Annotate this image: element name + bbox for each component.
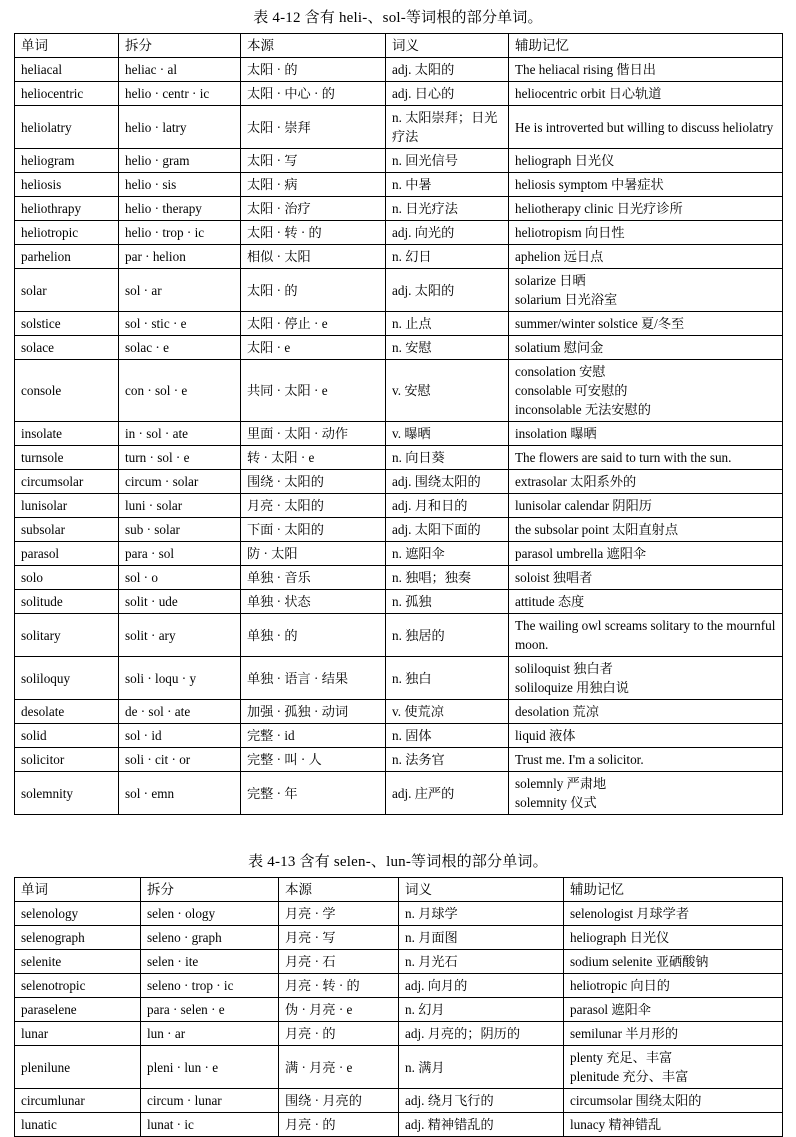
cell-meaning: adj. 太阳的 — [386, 269, 509, 312]
column-header-mnemonic: 辅助记忆 — [509, 34, 783, 58]
table-row — [15, 82, 783, 106]
cell-meaning: v. 使荒凉 — [386, 700, 509, 724]
cell-mnemonic — [509, 446, 783, 470]
cell-split: helio · sis — [119, 173, 241, 197]
mnemonic-line: The flowers are said to turn with the sun. — [515, 450, 732, 465]
cell-split: soli · cit · or — [119, 748, 241, 772]
cell-word: solitude — [15, 590, 119, 614]
cell-split: sol · emn — [119, 772, 241, 815]
cell-meaning: n. 安慰 — [386, 336, 509, 360]
cell-origin: 太阳 · 崇拜 — [241, 106, 386, 149]
cell-split: luni · solar — [119, 494, 241, 518]
cell-meaning: adj. 日心的 — [386, 82, 509, 106]
mnemonic-line: soloist 独唱者 — [515, 570, 593, 585]
cell-origin: 完整 · 年 — [241, 772, 386, 815]
cell-meaning: n. 月光石 — [399, 950, 564, 974]
table-row — [15, 221, 783, 245]
mnemonic-line: desolation 荒凉 — [515, 704, 599, 719]
cell-mnemonic — [564, 1022, 783, 1046]
table-row — [15, 590, 783, 614]
cell-mnemonic — [564, 1113, 783, 1137]
cell-split: selen · ology — [141, 902, 279, 926]
cell-split: sol · id — [119, 724, 241, 748]
cell-word: lunatic — [15, 1113, 141, 1137]
cell-meaning: adj. 围绕太阳的 — [386, 470, 509, 494]
cell-meaning: adj. 庄严的 — [386, 772, 509, 815]
cell-meaning: adj. 绕月飞行的 — [399, 1089, 564, 1113]
cell-split: helio · trop · ic — [119, 221, 241, 245]
cell-origin: 月亮 · 石 — [279, 950, 399, 974]
cell-mnemonic — [509, 221, 783, 245]
mnemonic-line: soliloquist 独白者 — [515, 661, 613, 676]
cell-meaning: adj. 太阳下面的 — [386, 518, 509, 542]
cell-split: helio · therapy — [119, 197, 241, 221]
cell-mnemonic — [564, 1046, 783, 1089]
table-row — [15, 336, 783, 360]
cell-word: lunisolar — [15, 494, 119, 518]
cell-word: solid — [15, 724, 119, 748]
cell-origin: 相似 · 太阳 — [241, 245, 386, 269]
mnemonic-line: The heliacal rising 偕日出 — [515, 62, 656, 77]
table-block-4-12 — [0, 7, 796, 815]
mnemonic-line: sodium selenite 亚硒酸钠 — [570, 954, 709, 969]
table-row — [15, 245, 783, 269]
cell-split: circum · lunar — [141, 1089, 279, 1113]
mnemonic-line: semilunar 半月形的 — [570, 1026, 679, 1041]
table-row — [15, 542, 783, 566]
cell-mnemonic — [509, 82, 783, 106]
cell-meaning: n. 独白 — [386, 657, 509, 700]
cell-meaning: n. 月球学 — [399, 902, 564, 926]
table-row — [15, 1089, 783, 1113]
cell-origin: 太阳 · 写 — [241, 149, 386, 173]
table-row — [15, 149, 783, 173]
cell-meaning: n. 独唱；独奏 — [386, 566, 509, 590]
cell-word: heliacal — [15, 58, 119, 82]
cell-origin: 围绕 · 月亮的 — [279, 1089, 399, 1113]
cell-meaning: n. 独居的 — [386, 614, 509, 657]
table-row — [15, 998, 783, 1022]
cell-word: parhelion — [15, 245, 119, 269]
cell-split: par · helion — [119, 245, 241, 269]
cell-origin: 共同 · 太阳 · e — [241, 360, 386, 422]
cell-mnemonic — [509, 590, 783, 614]
table-row — [15, 446, 783, 470]
table-row — [15, 1113, 783, 1137]
mnemonic-line: Trust me. I'm a solicitor. — [515, 752, 644, 767]
mnemonic-line: heliocentric orbit 日心轨道 — [515, 86, 662, 101]
cell-word: heliothrapy — [15, 197, 119, 221]
cell-word: paraselene — [15, 998, 141, 1022]
mnemonic-line: parasol umbrella 遮阳伞 — [515, 546, 647, 561]
cell-split: heliac · al — [119, 58, 241, 82]
cell-word: solo — [15, 566, 119, 590]
cell-mnemonic — [509, 245, 783, 269]
cell-split: solit · ary — [119, 614, 241, 657]
mnemonic-line: solarize 日晒 — [515, 273, 586, 288]
cell-origin: 月亮 · 写 — [279, 926, 399, 950]
cell-word: heliotropic — [15, 221, 119, 245]
cell-mnemonic — [509, 724, 783, 748]
word-root-table-heli-sol — [14, 33, 783, 815]
cell-origin: 转 · 太阳 · e — [241, 446, 386, 470]
cell-origin: 太阳 · e — [241, 336, 386, 360]
cell-split: para · selen · e — [141, 998, 279, 1022]
cell-origin: 月亮 · 转 · 的 — [279, 974, 399, 998]
cell-meaning: n. 中暑 — [386, 173, 509, 197]
cell-split: selen · ite — [141, 950, 279, 974]
cell-split: in · sol · ate — [119, 422, 241, 446]
cell-split: turn · sol · e — [119, 446, 241, 470]
cell-meaning: n. 向日葵 — [386, 446, 509, 470]
column-header-meaning: 词义 — [399, 878, 564, 902]
table-row — [15, 657, 783, 700]
cell-origin: 月亮 · 的 — [279, 1022, 399, 1046]
cell-mnemonic — [564, 926, 783, 950]
cell-split: sol · ar — [119, 269, 241, 312]
cell-mnemonic — [564, 902, 783, 926]
cell-mnemonic — [564, 1089, 783, 1113]
cell-word: console — [15, 360, 119, 422]
table-row — [15, 422, 783, 446]
cell-word: lunar — [15, 1022, 141, 1046]
cell-mnemonic — [509, 518, 783, 542]
mnemonic-line: He is introverted but willing to discuss heliolatry — [515, 119, 774, 135]
mnemonic-line: consolation 安慰 — [515, 364, 606, 379]
cell-mnemonic — [509, 657, 783, 700]
cell-meaning: n. 月面图 — [399, 926, 564, 950]
cell-word: selenograph — [15, 926, 141, 950]
table-row — [15, 724, 783, 748]
mnemonic-line: solemnity 仪式 — [515, 795, 597, 810]
cell-meaning: n. 日光疗法 — [386, 197, 509, 221]
cell-origin: 太阳 · 的 — [241, 269, 386, 312]
cell-meaning: n. 止点 — [386, 312, 509, 336]
mnemonic-line: plenitude 充分、丰富 — [570, 1069, 689, 1084]
cell-origin: 满 · 月亮 · e — [279, 1046, 399, 1089]
cell-meaning: n. 法务官 — [386, 748, 509, 772]
cell-word: solstice — [15, 312, 119, 336]
cell-mnemonic — [509, 614, 783, 657]
cell-mnemonic — [509, 58, 783, 82]
table-row — [15, 269, 783, 312]
cell-split: con · sol · e — [119, 360, 241, 422]
cell-origin: 月亮 · 学 — [279, 902, 399, 926]
cell-split: seleno · trop · ic — [141, 974, 279, 998]
cell-word: desolate — [15, 700, 119, 724]
cell-mnemonic — [509, 312, 783, 336]
cell-meaning: adj. 精神错乱的 — [399, 1113, 564, 1137]
mnemonic-line: parasol 遮阳伞 — [570, 1002, 651, 1017]
cell-mnemonic — [509, 566, 783, 590]
table-row — [15, 902, 783, 926]
cell-mnemonic — [564, 950, 783, 974]
cell-mnemonic — [509, 748, 783, 772]
mnemonic-line: summer/winter solstice 夏/冬至 — [515, 316, 685, 331]
cell-origin: 单独 · 的 — [241, 614, 386, 657]
cell-meaning: n. 满月 — [399, 1046, 564, 1089]
cell-split: sub · solar — [119, 518, 241, 542]
column-header-word: 单词 — [15, 878, 141, 902]
cell-origin: 月亮 · 的 — [279, 1113, 399, 1137]
cell-word: heliolatry — [15, 106, 119, 149]
mnemonic-line: liquid 液体 — [515, 728, 576, 743]
table-header-row — [15, 34, 783, 58]
cell-mnemonic — [509, 197, 783, 221]
cell-origin: 太阳 · 转 · 的 — [241, 221, 386, 245]
cell-mnemonic — [509, 542, 783, 566]
cell-origin: 完整 · id — [241, 724, 386, 748]
cell-origin: 围绕 · 太阳的 — [241, 470, 386, 494]
cell-origin: 伪 · 月亮 · e — [279, 998, 399, 1022]
cell-meaning: v. 曝晒 — [386, 422, 509, 446]
cell-split: para · sol — [119, 542, 241, 566]
cell-origin: 完整 · 叫 · 人 — [241, 748, 386, 772]
cell-word: circumsolar — [15, 470, 119, 494]
table-row — [15, 950, 783, 974]
table-row — [15, 974, 783, 998]
cell-split: seleno · graph — [141, 926, 279, 950]
cell-split: lunat · ic — [141, 1113, 279, 1137]
column-header-meaning: 词义 — [386, 34, 509, 58]
table-row — [15, 312, 783, 336]
table-row — [15, 360, 783, 422]
cell-word: insolate — [15, 422, 119, 446]
mnemonic-line: heliotherapy clinic 日光疗诊所 — [515, 201, 683, 216]
mnemonic-line: attitude 态度 — [515, 594, 585, 609]
mnemonic-line: solarium 日光浴室 — [515, 292, 618, 307]
cell-origin: 下面 · 太阳的 — [241, 518, 386, 542]
mnemonic-line: extrasolar 太阳系外的 — [515, 474, 637, 489]
cell-origin: 太阳 · 中心 · 的 — [241, 82, 386, 106]
table-row — [15, 1022, 783, 1046]
cell-word: solitary — [15, 614, 119, 657]
cell-split: solit · ude — [119, 590, 241, 614]
page-top-spacer — [0, 0, 796, 7]
cell-mnemonic — [509, 494, 783, 518]
cell-origin: 太阳 · 治疗 — [241, 197, 386, 221]
cell-split: helio · centr · ic — [119, 82, 241, 106]
cell-origin: 单独 · 语言 · 结果 — [241, 657, 386, 700]
mnemonic-line: aphelion 远日点 — [515, 249, 604, 264]
cell-origin: 太阳 · 停止 · e — [241, 312, 386, 336]
table-row — [15, 700, 783, 724]
cell-split: sol · stic · e — [119, 312, 241, 336]
cell-word: solicitor — [15, 748, 119, 772]
cell-split: de · sol · ate — [119, 700, 241, 724]
cell-word: solace — [15, 336, 119, 360]
cell-mnemonic — [509, 173, 783, 197]
cell-split: lun · ar — [141, 1022, 279, 1046]
table-row — [15, 197, 783, 221]
column-header-split: 拆分 — [141, 878, 279, 902]
cell-split: pleni · lun · e — [141, 1046, 279, 1089]
mnemonic-line: heliograph 日光仪 — [515, 153, 615, 168]
mnemonic-line: lunisolar calendar 阴阳历 — [515, 498, 652, 513]
cell-split: sol · o — [119, 566, 241, 590]
cell-origin: 月亮 · 太阳的 — [241, 494, 386, 518]
mnemonic-line: lunacy 精神错乱 — [570, 1117, 662, 1132]
cell-meaning: adj. 向月的 — [399, 974, 564, 998]
cell-word: subsolar — [15, 518, 119, 542]
cell-meaning: n. 太阳崇拜；日光疗法 — [386, 106, 509, 149]
cell-mnemonic — [509, 700, 783, 724]
cell-mnemonic — [509, 470, 783, 494]
table-row — [15, 518, 783, 542]
mnemonic-line: solatium 慰问金 — [515, 340, 604, 355]
cell-origin: 太阳 · 的 — [241, 58, 386, 82]
cell-mnemonic — [509, 360, 783, 422]
cell-mnemonic — [509, 149, 783, 173]
cell-origin: 太阳 · 病 — [241, 173, 386, 197]
cell-word: parasol — [15, 542, 119, 566]
cell-mnemonic — [564, 974, 783, 998]
cell-meaning: n. 幻月 — [399, 998, 564, 1022]
cell-meaning: n. 遮阳伞 — [386, 542, 509, 566]
table-body-4-13 — [15, 902, 783, 1137]
cell-meaning: adj. 月亮的；阴历的 — [399, 1022, 564, 1046]
cell-origin: 防 · 太阳 — [241, 542, 386, 566]
cell-meaning: n. 幻日 — [386, 245, 509, 269]
mnemonic-line: heliotropism 向日性 — [515, 225, 625, 240]
cell-word: selenite — [15, 950, 141, 974]
table-row — [15, 106, 783, 149]
table-row — [15, 772, 783, 815]
table-header-4-12 — [15, 34, 783, 58]
column-header-mnemonic: 辅助记忆 — [564, 878, 783, 902]
cell-meaning: adj. 太阳的 — [386, 58, 509, 82]
mnemonic-line: selenologist 月球学者 — [570, 906, 690, 921]
table-body-4-12 — [15, 58, 783, 815]
table-row — [15, 926, 783, 950]
mnemonic-line: soliloquize 用独白说 — [515, 680, 629, 695]
cell-word: selenotropic — [15, 974, 141, 998]
mnemonic-line: insolation 曝晒 — [515, 426, 597, 441]
cell-word: turnsole — [15, 446, 119, 470]
mnemonic-line: heliotropic 向日的 — [570, 978, 670, 993]
cell-meaning: adj. 月和日的 — [386, 494, 509, 518]
mnemonic-line: solemnly 严肃地 — [515, 776, 607, 791]
cell-word: heliosis — [15, 173, 119, 197]
mnemonic-line: heliograph 日光仪 — [570, 930, 670, 945]
between-tables-spacer — [0, 815, 796, 851]
cell-origin: 里面 · 太阳 · 动作 — [241, 422, 386, 446]
mnemonic-line: plenty 充足、丰富 — [570, 1050, 673, 1065]
column-header-origin: 本源 — [241, 34, 386, 58]
table-row — [15, 748, 783, 772]
table-header-row — [15, 878, 783, 902]
cell-word: solar — [15, 269, 119, 312]
cell-word: selenology — [15, 902, 141, 926]
mnemonic-line: the subsolar point 太阳直射点 — [515, 522, 679, 537]
table-row — [15, 494, 783, 518]
cell-origin: 加强 · 孤独 · 动词 — [241, 700, 386, 724]
cell-split: solac · e — [119, 336, 241, 360]
cell-meaning: n. 固体 — [386, 724, 509, 748]
mnemonic-line: consolable 可安慰的 — [515, 383, 628, 398]
column-header-split: 拆分 — [119, 34, 241, 58]
table-block-4-13 — [0, 851, 796, 1137]
cell-mnemonic — [509, 422, 783, 446]
cell-mnemonic — [509, 106, 783, 149]
cell-mnemonic — [509, 269, 783, 312]
column-header-origin: 本源 — [279, 878, 399, 902]
cell-word: heliogram — [15, 149, 119, 173]
mnemonic-line: circumsolar 围绕太阳的 — [570, 1093, 702, 1108]
cell-meaning: adj. 向光的 — [386, 221, 509, 245]
mnemonic-line: inconsolable 无法安慰的 — [515, 402, 651, 417]
mnemonic-line: The wailing owl screams solitary to the mournful moon. — [515, 618, 776, 652]
cell-origin: 单独 · 音乐 — [241, 566, 386, 590]
cell-mnemonic — [564, 998, 783, 1022]
cell-meaning: v. 安慰 — [386, 360, 509, 422]
table-row — [15, 173, 783, 197]
cell-split: helio · latry — [119, 106, 241, 149]
cell-origin: 单独 · 状态 — [241, 590, 386, 614]
cell-word: soliloquy — [15, 657, 119, 700]
word-root-table-selen-lun — [14, 877, 783, 1137]
cell-mnemonic — [509, 336, 783, 360]
table-row — [15, 614, 783, 657]
cell-word: circumlunar — [15, 1089, 141, 1113]
cell-split: soli · loqu · y — [119, 657, 241, 700]
column-header-word: 单词 — [15, 34, 119, 58]
cell-meaning: n. 回光信号 — [386, 149, 509, 173]
mnemonic-line: heliosis symptom 中暑症状 — [515, 177, 664, 192]
table-row — [15, 470, 783, 494]
table-row — [15, 1046, 783, 1089]
cell-mnemonic — [509, 772, 783, 815]
table-row — [15, 58, 783, 82]
cell-word: heliocentric — [15, 82, 119, 106]
cell-meaning: n. 孤独 — [386, 590, 509, 614]
cell-split: circum · solar — [119, 470, 241, 494]
cell-word: plenilune — [15, 1046, 141, 1089]
cell-split: helio · gram — [119, 149, 241, 173]
table-header-4-13 — [15, 878, 783, 902]
cell-word: solemnity — [15, 772, 119, 815]
table-caption-4-13: 表 4-13 含有 selen-、lun-等词根的部分单词。 — [248, 854, 548, 870]
table-caption-4-12: 表 4-12 含有 heli-、sol-等词根的部分单词。 — [253, 10, 543, 26]
table-row — [15, 566, 783, 590]
